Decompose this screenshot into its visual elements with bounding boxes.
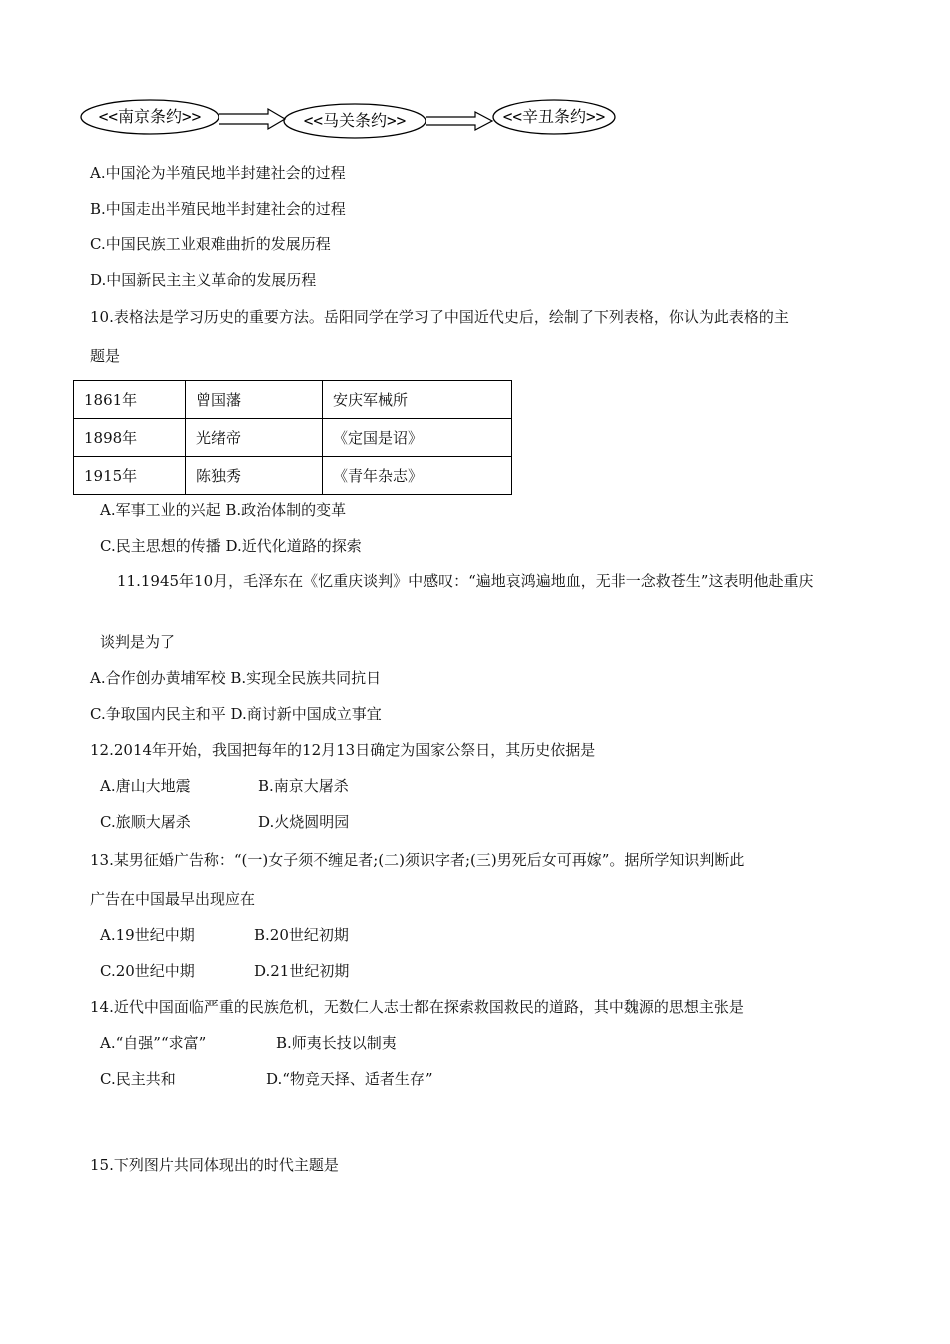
q12-stem: 12.2014年开始，我国把每年的12月13日确定为国家公祭日，其历史依据是 (90, 741, 596, 759)
table-row (74, 381, 512, 419)
flow-arrow-2 (426, 112, 492, 130)
q10-stem-line2: 题是 (90, 347, 121, 365)
q13-option-c: C.20世纪中期 (100, 962, 195, 980)
q11-stem-line2: 谈判是为了 (100, 633, 176, 651)
q9-option-b: B.中国走出半殖民地半封建社会的过程 (90, 200, 346, 218)
q13-stem-line1: 13.某男征婚广告称：“(一)女子须不缠足者;(二)须识字者;(三)男死后女可再嫁”。据所学知识判断此 (90, 851, 745, 869)
q12-option-b: B.南京大屠杀 (258, 777, 349, 795)
svg-text:<<辛丑条约>>: <<辛丑条约>> (502, 107, 606, 126)
q11-stem-line1: 11.1945年10月，毛泽东在《忆重庆谈判》中感叹：“遍地哀鸿遍地血，无非一念救苍生”这表明他赴重庆 (117, 572, 814, 590)
table-row (74, 457, 512, 495)
table-cell: 光绪帝 (186, 419, 323, 457)
q14-option-d: D.“物竞天择、适者生存” (266, 1070, 433, 1088)
q9-option-c: C.中国民族工业艰难曲折的发展历程 (90, 235, 331, 253)
table-row (74, 419, 512, 457)
table-cell: 《定国是诏》 (323, 419, 512, 457)
flow-node-maguan (284, 104, 426, 138)
q13-stem-line2: 广告在中国最早出现应在 (90, 890, 256, 908)
table-cell: 1915年 (74, 457, 186, 495)
q14-option-a: A.“自强”“求富” (100, 1034, 207, 1052)
flow-node-xinchou (493, 100, 615, 134)
q14-option-b: B.师夷长技以制夷 (276, 1034, 397, 1052)
q10-options-line1: A.军事工业的兴起 B.政治体制的变革 (100, 501, 347, 519)
table-cell: 安庆军械所 (323, 381, 512, 419)
q12-option-c: C.旅顺大屠杀 (100, 813, 191, 831)
q10-stem-line1: 10.表格法是学习历史的重要方法。岳阳同学在学习了中国近代史后，绘制了下列表格，你认为此表格的主 (90, 308, 789, 326)
q15-stem: 15.下列图片共同体现出的时代主题是 (90, 1156, 339, 1174)
table-cell: 曾国藩 (186, 381, 323, 419)
table-cell: 《青年杂志》 (323, 457, 512, 495)
q14-option-c: C.民主共和 (100, 1070, 176, 1088)
treaty-flow-diagram (0, 0, 950, 150)
q11-options-line1: A.合作创办黄埔军校 B.实现全民族共同抗日 (90, 669, 382, 687)
flow-arrow-1 (219, 109, 285, 129)
q12-option-d: D.火烧圆明园 (258, 813, 350, 831)
q10-table (73, 380, 512, 495)
q13-option-a: A.19世纪中期 (100, 926, 195, 944)
q9-option-a: A.中国沦为半殖民地半封建社会的过程 (90, 164, 346, 182)
q14-stem: 14.近代中国面临严重的民族危机，无数仁人志士都在探索救国救民的道路，其中魏源的思想主张是 (90, 998, 744, 1016)
q12-option-a: A.唐山大地震 (100, 777, 191, 795)
svg-text:<<马关条约>>: <<马关条约>> (303, 111, 407, 130)
q11-options-line2: C.争取国内民主和平 D.商讨新中国成立事宜 (90, 705, 382, 723)
table-cell: 1861年 (74, 381, 186, 419)
q10-options-line2: C.民主思想的传播 D.近代化道路的探索 (100, 537, 362, 555)
flow-node-nanjing (81, 100, 219, 134)
table-cell: 1898年 (74, 419, 186, 457)
svg-text:<<南京条约>>: <<南京条约>> (98, 107, 202, 126)
q9-option-d: D.中国新民主主义革命的发展历程 (90, 271, 317, 289)
table-cell: 陈独秀 (186, 457, 323, 495)
q13-option-d: D.21世纪初期 (254, 962, 350, 980)
q13-option-b: B.20世纪初期 (254, 926, 349, 944)
